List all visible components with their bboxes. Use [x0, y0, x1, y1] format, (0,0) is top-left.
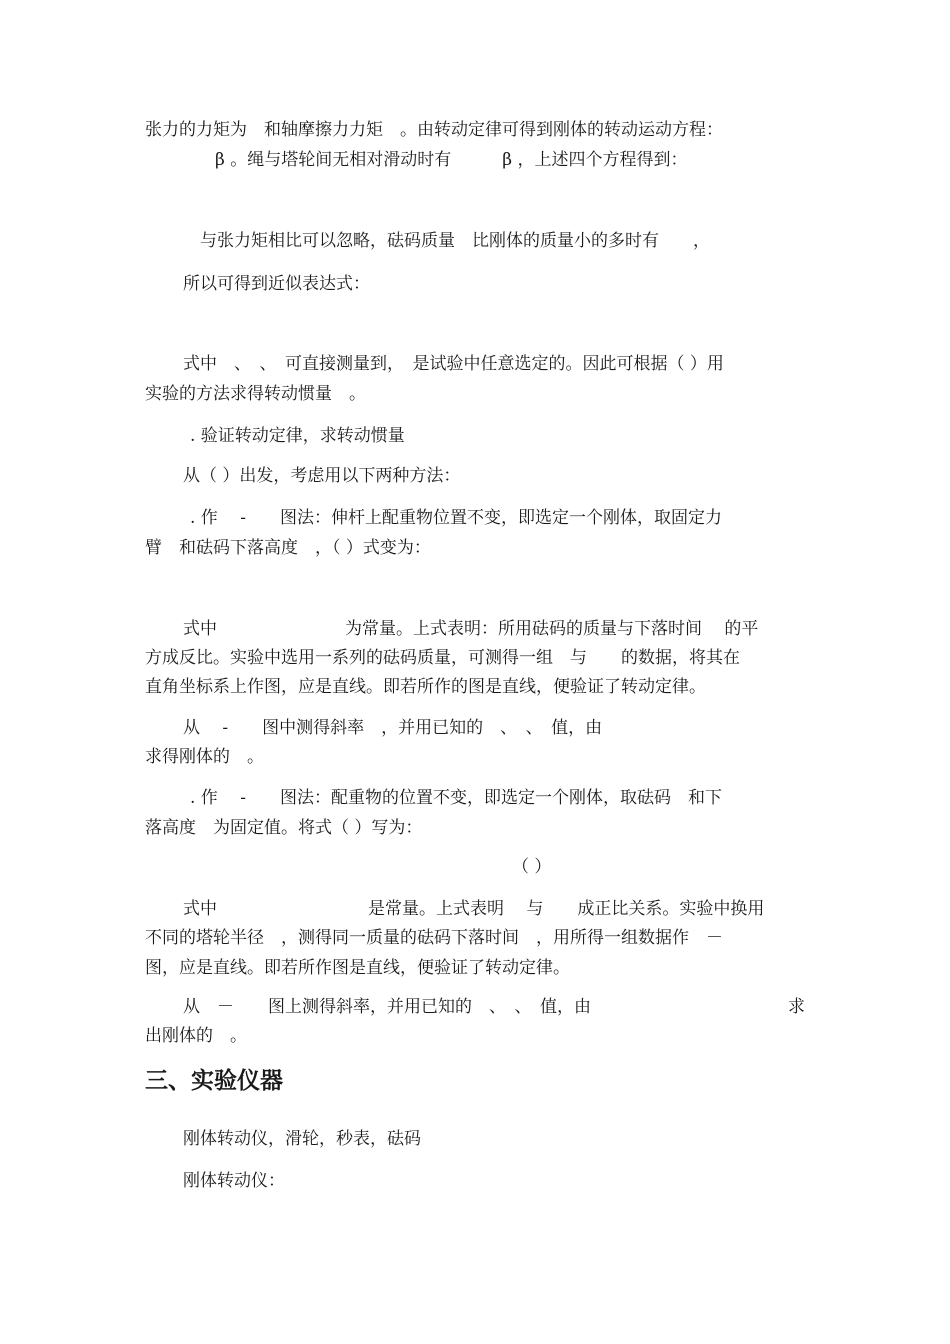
text-line: 出刚体的 。: [145, 1026, 247, 1046]
text-line: 从（ ）出发，考虑用以下两种方法：: [183, 466, 461, 486]
text-line: 方成反比。实验中选用一系列的砝码质量，可测得一组 与 的数据，将其在: [145, 648, 740, 668]
text-line: 刚体转动仪，滑轮，秒表，砝码: [183, 1129, 421, 1149]
text-segment: 从 － 图上测得斜率，并用已知的 、 、 值，由: [183, 997, 591, 1017]
text-line: . 作 - 图法：伸杆上配重物位置不变，即选定一个刚体，取固定力: [190, 508, 722, 528]
text-line: 与张力矩相比可以忽略，砝码质量 比刚体的质量小的多时有 ，: [200, 231, 710, 251]
text-line: 式中: [183, 619, 217, 639]
text-line: 臂 和砝码下落高度 ，（ ）式变为：: [145, 538, 431, 558]
text-line: 图，应是直线。即若所作图是直线，便验证了转动定律。: [145, 958, 570, 978]
text-line: [183, 996, 805, 1018]
text-line: 实验的方法求得转动惯量 。: [145, 384, 366, 404]
text-line: 式中: [183, 899, 217, 919]
text-line: 是常量。上式表明 与 成正比关系。实验中换用: [368, 899, 765, 919]
text-line: 落高度 为固定值。将式（ ）写为：: [145, 818, 423, 838]
section-subheading: . 验证转动定律，求转动惯量: [190, 426, 405, 446]
text-line: 从 - 图中测得斜率 ，并用已知的 、 、 值，由: [183, 718, 603, 738]
text-line: 为常量。上式表明：所用砝码的质量与下落时间 的平: [345, 619, 759, 639]
text-line: 所以可得到近似表达式：: [183, 274, 370, 294]
text-line: 直角坐标系上作图，应是直线。即若所作的图是直线，便验证了转动定律。: [145, 677, 706, 697]
section-heading: 三、实验仪器: [145, 1067, 283, 1094]
text-line: 不同的塔轮半径 ，测得同一质量的砝码下落时间 ，用所得一组数据作 －: [145, 928, 723, 948]
text-line: 张力的力矩为 和轴摩擦力力矩 。由转动定律可得到刚体的转动运动方程：: [145, 120, 723, 140]
text-line: . 作 - 图法：配重物的位置不变，即选定一个刚体，取砝码 和下: [190, 788, 722, 808]
text-line: 求得刚体的 。: [145, 747, 264, 767]
text-line: 式中 、 、 可直接测量到， 是试验中任意选定的。因此可根据（ ）用: [183, 354, 724, 374]
text-line: 刚体转动仪：: [183, 1171, 285, 1191]
equation-number: （ ）: [512, 857, 552, 877]
text-segment: 求: [788, 997, 805, 1017]
text-line: β 。绳与塔轮间无相对滑动时有 β ，上述四个方程得到：: [215, 150, 688, 170]
